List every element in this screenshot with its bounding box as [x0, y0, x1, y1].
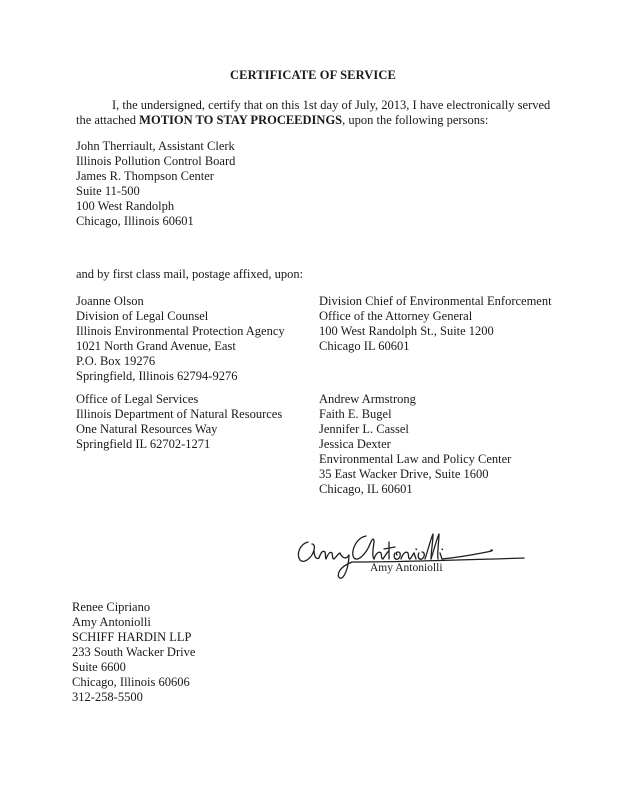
address-line: 35 East Wacker Drive, Suite 1600 — [319, 467, 489, 481]
firm-line: Renee Cipriano — [72, 600, 151, 614]
address-line: Office of the Attorney General — [319, 309, 473, 323]
firm-line: 312-258-5500 — [72, 690, 143, 704]
address-line: Suite 11-500 — [76, 184, 140, 198]
statement-tail: , upon the following persons: — [342, 113, 489, 127]
address-line: One Natural Resources Way — [76, 422, 218, 436]
address-line: Joanne Olson — [76, 294, 144, 308]
address-line: Office of Legal Services — [76, 392, 199, 406]
firm-line: 233 South Wacker Drive — [72, 645, 196, 659]
address-line: Division of Legal Counsel — [76, 309, 209, 323]
address-line: Springfield, Illinois 62794-9276 — [76, 369, 238, 383]
address-line: Andrew Armstrong — [319, 392, 416, 406]
address-line: Division Chief of Environmental Enforcement — [319, 294, 552, 308]
address-line: James R. Thompson Center — [76, 169, 214, 183]
address-line: Chicago IL 60601 — [319, 339, 410, 353]
address-line: P.O. Box 19276 — [76, 354, 156, 368]
statement-lead: I, the undersigned, certify that on this 1st day of July, 2013, I have electronically served the attached — [76, 98, 551, 127]
electronic-recipient-block — [76, 139, 235, 229]
certification-statement — [76, 98, 556, 128]
firm-line: SCHIFF HARDIN LLP — [72, 630, 192, 644]
address-line: Illinois Pollution Control Board — [76, 154, 236, 168]
firm-line: Amy Antoniolli — [72, 615, 151, 629]
mail-recipient-idnr — [76, 392, 282, 452]
firm-line: Chicago, Illinois 60606 — [72, 675, 190, 689]
signer-name: Amy Antoniolli — [370, 562, 443, 574]
address-line: Jennifer L. Cassel — [319, 422, 409, 436]
certificate-title: CERTIFICATE OF SERVICE — [230, 68, 396, 82]
mail-recipient-iepa — [76, 294, 285, 384]
address-line: Illinois Department of Natural Resources — [76, 407, 283, 421]
address-line: 100 West Randolph — [76, 199, 175, 213]
address-line: Springfield IL 62702-1271 — [76, 437, 211, 451]
address-line: Chicago, Illinois 60601 — [76, 214, 194, 228]
address-line: Faith E. Bugel — [319, 407, 392, 421]
address-line: John Therriault, Assistant Clerk — [76, 139, 235, 153]
mail-recipient-attorney-general — [319, 294, 552, 354]
address-line: Chicago, IL 60601 — [319, 482, 413, 496]
address-line: Environmental Law and Policy Center — [319, 452, 512, 466]
firm-line: Suite 6600 — [72, 660, 126, 674]
address-line: 100 West Randolph St., Suite 1200 — [319, 324, 494, 338]
firm-signature-block — [72, 600, 195, 705]
motion-title: MOTION TO STAY PROCEEDINGS — [139, 113, 343, 127]
address-line: Jessica Dexter — [319, 437, 391, 451]
mail-recipient-elpc — [319, 392, 511, 497]
first-class-mail-line: and by first class mail, postage affixed, upon: — [76, 267, 304, 281]
address-line: Illinois Environmental Protection Agency — [76, 324, 285, 338]
address-line: 1021 North Grand Avenue, East — [76, 339, 236, 353]
